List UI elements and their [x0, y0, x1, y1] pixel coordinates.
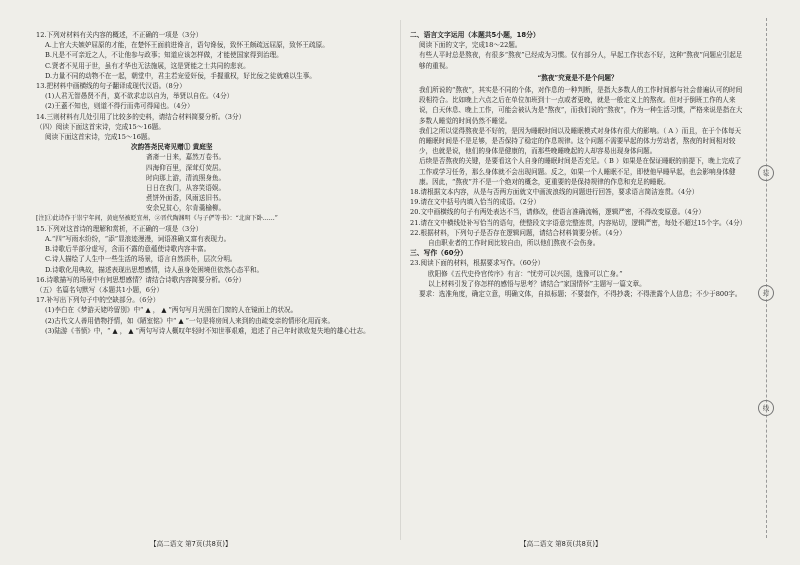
right-line: “熬夜”究竟是不是个问题？ [537, 73, 618, 82]
left-line: (3)陆游《书愤》中，“ ▲ ， ▲ ”两句写诗人概叹年轻时不知世事艰难，追述了自己年时欲收复失地的雄心壮志。 [45, 326, 370, 335]
left-line: D.诗歌化用典故，描述表现出思想感情，诗人虽身处困境但依然心态平和。 [45, 265, 264, 274]
left-line: 12.下列对材料有关内容的概述，不正确的一项是（3分） [36, 31, 203, 39]
binding-mark-xian: 线 [758, 400, 774, 416]
left-line: 次韵答尧民寄见赠① 黄庭坚 [131, 143, 213, 152]
left-line: B.诗歌后半部分虚写，含而不露的意蕴使诗歌内容丰富。 [45, 245, 211, 254]
left-line: B.凡是不可亲近之人，不让他参与政事；知道应该怎样做，才能使国家得到治理。 [45, 51, 283, 60]
left-line: (2)王蓋不知也，则道不得行而弗可得闻也。（4分） [45, 102, 194, 111]
right-line: 三、写作（60分） [410, 249, 468, 258]
right-line: 18.请根据文本内容，从是与否两方面就文中画波浪线的问题进行回答，要求语言简洁连贯。（4分） [410, 188, 699, 197]
left-line: (1)李白在《梦游天姥吟留别》中“ ▲ ， ▲ ”两句写月光照在门窗的人在镜面上的状况。 [45, 306, 298, 315]
left-line: C.诗人描绘了人生中一些生活的场景，语言自然质朴，层次分明。 [45, 255, 237, 264]
left-line: （四）阅读下面这首宋诗，完成15～16题。 [36, 122, 165, 131]
left-line: 煮饼外面香，风雨送旧书。 [146, 194, 226, 203]
left-line: [注]①此诗作于崇宁年间，黄庭坚被贬宜州，②晋代陶渊明《与子俨等书》：“北窗下卧……” [36, 214, 278, 222]
right-line: 以上材料引发了你怎样的感悟与思考？请结合“家国情怀”主题写一篇文章。 [428, 279, 646, 288]
left-line: 日日在我门，从容笑语娱。 [146, 184, 226, 193]
left-line: 斋斋一日来，嘉然万卷书。 [146, 153, 226, 162]
left-line: 17.补写出下列句子中的空缺部分。（6分） [36, 296, 160, 305]
right-line: 我们之所以觉得熬夜是不好的，是因为睡眠时间以及睡眠模式对身体有很大的影响。（ A ）而且，在于个体每天的睡眠时间是不是足够，是否保持了稳定的作息规律。这个问题不需要早起的体力劳动者，熬夜的时间相对较少，也就是说，他们的身体是健康的，而那些晚睡晚起的人却容易出现身体问题。 [419, 126, 742, 156]
footer-left: 【高二语文 第7页(共8页)】 [150, 540, 232, 548]
left-line: D.力量不同的动物不在一起，朝堂中，君主若宠爱奸佞，手握重权，好比佞之徒就难以生事。 [45, 71, 316, 80]
right-line: 20.文中画横线的句子有两处表达不当，请修改，使语言准确流畅，逻辑严密，不得改变原意。（4分） [410, 208, 705, 217]
left-line: A.上官大夫嫉妒屈原的才能，在楚怀王面前进谗言，语句谗佞，致怀王颇疏远屈原，致怀王疏原。 [45, 41, 329, 50]
right-line: 二、语言文字运用（本题共5小题，18分） [410, 31, 540, 39]
left-line: 阅读下面这首宋诗，完成15～16题。 [45, 133, 155, 142]
left-line: 13.把材料中画横线的句子翻译成现代汉语。（8分） [36, 82, 186, 91]
left-line: 时向那上游，清流照身鱼。 [146, 173, 226, 182]
left-line: 15.下列对这首诗的理解和赏析，不正确的一项是（3分） [36, 224, 203, 233]
right-line: 21.请在文中横线处补写恰当的语句，使整段文字语意完整连贯，内容贴切，逻辑严密，每处不超过15个字。（4分） [410, 218, 747, 227]
binding-line [766, 18, 767, 538]
right-line: 后续是否熬夜的关键，是要看这个人自身的睡眠时间是否充足。（ B ）如果是在保证睡眠的前提下，晚上完成了工作或学习任务，那么身体就不会出现问题。反之，如果一个人睡眠不足，即使他早睡早起，也会影响身体健康。因此，“熬夜”并不是一个绝对的概念，更重要的是保持规律的作息和充足的睡眠。 [419, 157, 742, 186]
binding-mark-zhuang: 装 [758, 165, 774, 181]
right-line: 阅读下面的文字，完成18～22题。 [419, 41, 522, 50]
right-page-column [410, 30, 745, 299]
right-line: 23.阅读下面的材料，根据要求写作。（60分） [410, 259, 545, 268]
left-line: A.“四”写雨水纷纷，“添”显浪迹漫漫，词语准确又富有表现力。 [45, 235, 231, 244]
footer-right: 【高二语文 第8页(共8页)】 [520, 540, 602, 548]
left-line: （五）名篇名句默写（本题共1小题，6分） [36, 286, 164, 295]
right-line: 要求：选准角度，确定立意，明确文体，自拟标题；不要套作，不得抄袭；不得泄露个人信息；不少于800字。 [419, 290, 742, 299]
left-line: (2)古代文人善用借物抒情，如《陋室铭》中“ ▲ ”一句是将房间人来到的由疏变亲的情形化用而来。 [45, 316, 335, 325]
page-divider [400, 20, 401, 540]
left-line: 安余兄贫心，尔肯羹榆柳。 [146, 204, 226, 213]
right-line: 22.根据材料，下列句子是否存在逻辑问题，请结合材料简要分析。（4分） [410, 228, 626, 237]
right-line: 欧阳修《五代史伶官传序》有言：“忧劳可以兴国，逸豫可以亡身。” [428, 269, 623, 278]
binding-mark-feng: 封 [758, 285, 774, 301]
left-page-column [36, 30, 386, 336]
right-line: 我们所说的“熬夜”，其实是不同的个体，对作息的一种判断，是指大多数人的工作时间都与社会普遍认可的时间段相符合。比如晚上六点之后在单位加班到十一点或者更晚，就是一般定义上的熬夜。但对于倒班工作的人来说，白天休息、晚上工作，可能会被认为是“熬夜”，而我们说的“熬夜”，作为一种生活习惯，严格来说是指在大多数人睡觉的时间仍然不睡觉。 [419, 86, 743, 125]
right-line: 有些人平时总是熬夜，有很多“熬夜”已经成为习惯。仅有部分人，早起工作状态不好，这种“熬夜”问题应引起足够的重视。 [419, 51, 743, 70]
left-line: 14.三则材料有几处引用了比较多的史料，请结合材料简要分析。（3分） [36, 112, 246, 121]
left-line: 四海仰百里，深茸灯荧居。 [146, 163, 226, 172]
right-line: 19.请在文中括号内填入恰当的成语。（2分） [410, 198, 541, 207]
right-line: 自由职业者的工作时间比较自由，所以他们熬夜不会伤身。 [428, 239, 600, 248]
left-line: (1)人君无智愚贤不肖，莫不欲求忠以自为，举贤以自佐。（4分） [45, 92, 234, 101]
left-line: C.贤者不见用于世，虽有才华也无法施展，这是贤能之士共同的悲哀。 [45, 61, 250, 70]
left-line: 16.诗歌描写的场景中有何思想感情？请结合诗歌内容简要分析。（6分） [36, 275, 246, 284]
